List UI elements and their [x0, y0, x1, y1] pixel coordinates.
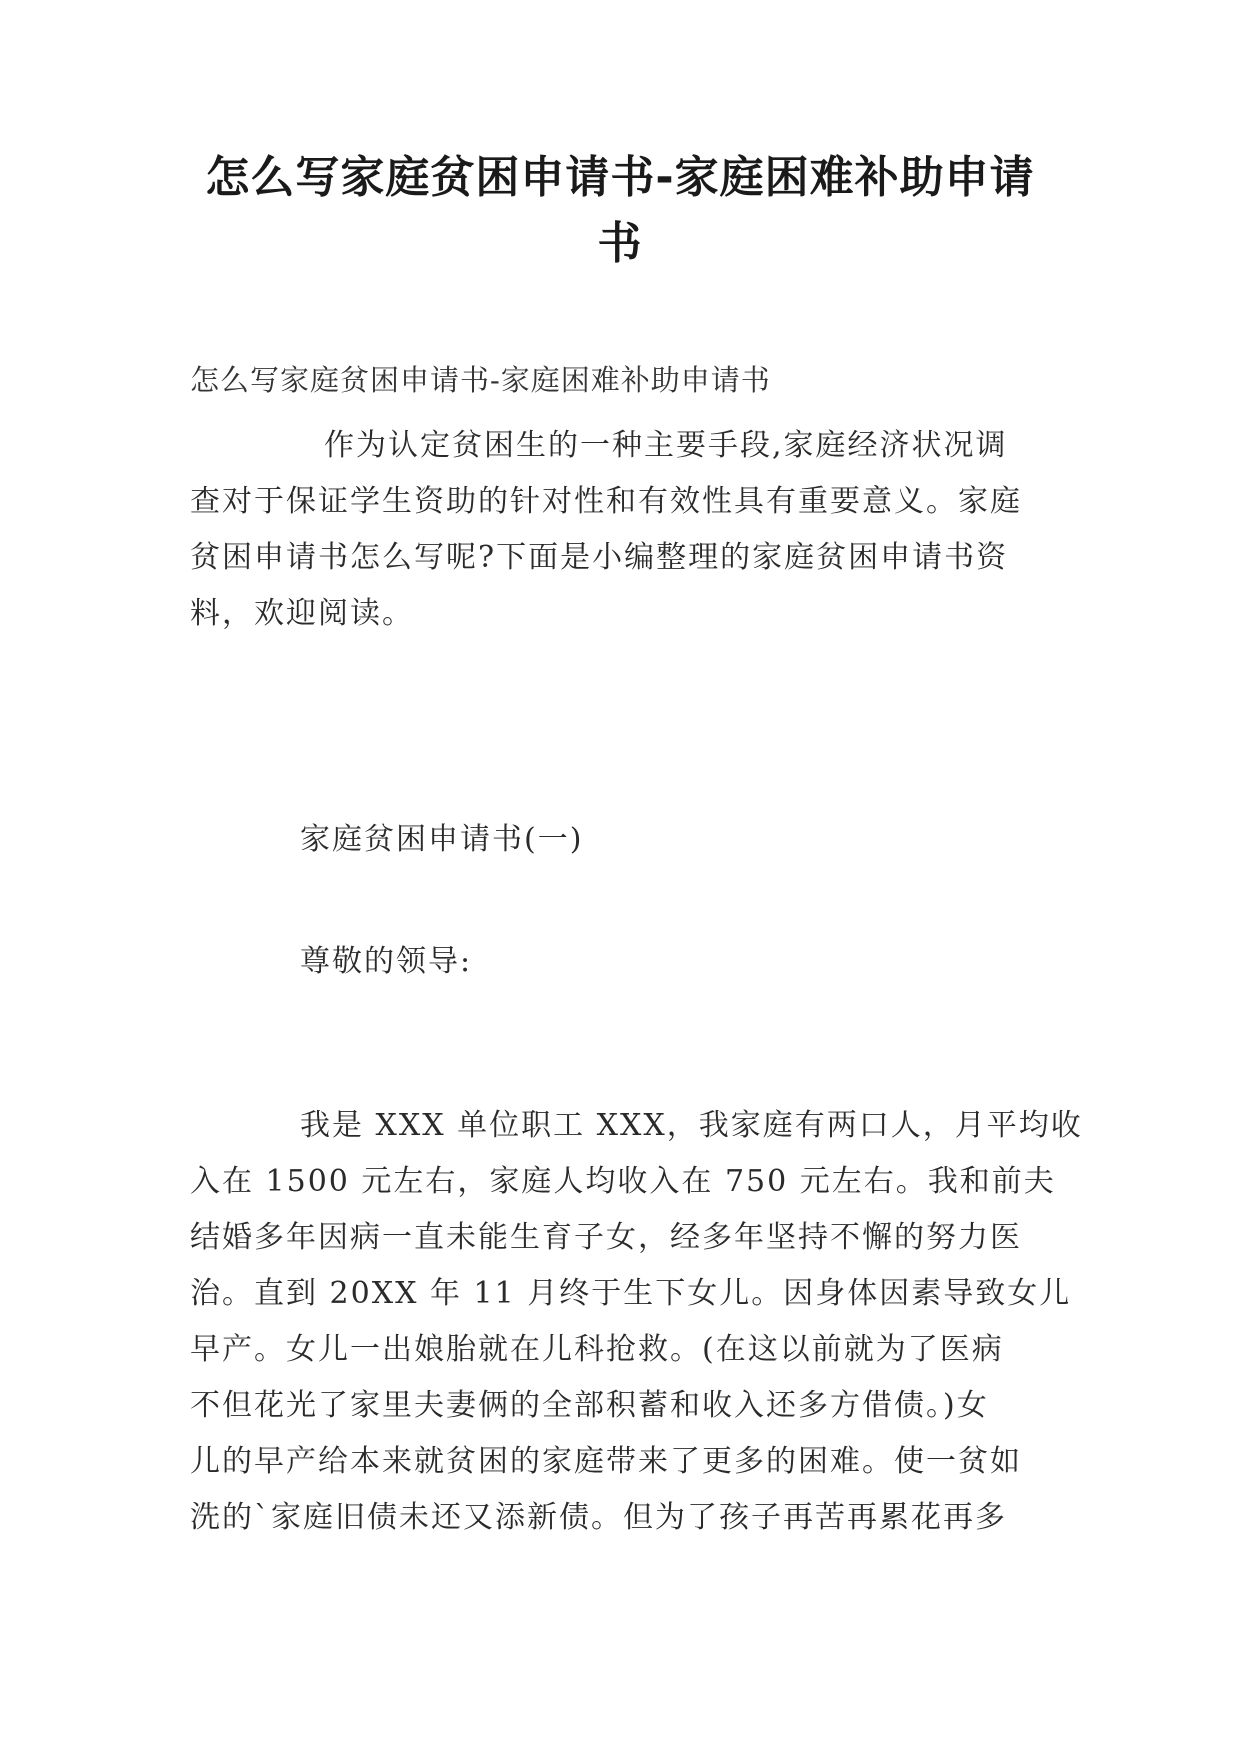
salutation: 尊敬的领导: — [300, 944, 473, 979]
body-line-3: 结婚多年因病一直未能生育子女，经多年坚持不懈的努力医 — [190, 1220, 1022, 1255]
body-paragraph — [190, 1098, 1083, 1546]
body-line-7: 儿的早产给本来就贫困的家庭带来了更多的困难。使一贫如 — [190, 1444, 1022, 1479]
body-line-5: 早产。女儿一出娘胎就在儿科抢救。(在这以前就为了医病 — [190, 1332, 1004, 1367]
body-line-1: 我是 XXX 单位职工 XXX，我家庭有两口人，月平均收 — [300, 1108, 1083, 1143]
body-line-8: 洗的`家庭旧债未还又添新债。但为了孩子再苦再累花再多 — [190, 1500, 1007, 1535]
body-line-4: 治。直到 20XX 年 11 月终于生下女儿。因身体因素导致女儿 — [190, 1276, 1072, 1311]
body-line-6: 不但花光了家里夫妻俩的全部积蓄和收入还多方借债。)女 — [190, 1388, 989, 1423]
body-line-2: 入在 1500 元左右，家庭人均收入在 750 元左右。我和前夫 — [190, 1164, 1056, 1199]
intro-line-3: 贫困申请书怎么写呢?下面是小编整理的家庭贫困申请书资 — [190, 540, 1009, 575]
intro-paragraph — [190, 418, 1050, 642]
document-title — [185, 145, 1055, 277]
document-subtitle: 怎么写家庭贫困申请书-家庭困难补助申请书 — [190, 363, 771, 397]
title-line-2: 书 — [597, 218, 643, 269]
title-line-1: 怎么写家庭贫困申请书-家庭困难补助申请 — [205, 152, 1035, 203]
intro-line-4: 料，欢迎阅读。 — [190, 596, 414, 631]
section-heading: 家庭贫困申请书(一) — [300, 822, 584, 857]
intro-line-1: 作为认定贫困生的一种主要手段,家庭经济状况调 — [324, 428, 1008, 463]
intro-line-2: 查对于保证学生资助的针对性和有效性具有重要意义。家庭 — [190, 484, 1022, 519]
